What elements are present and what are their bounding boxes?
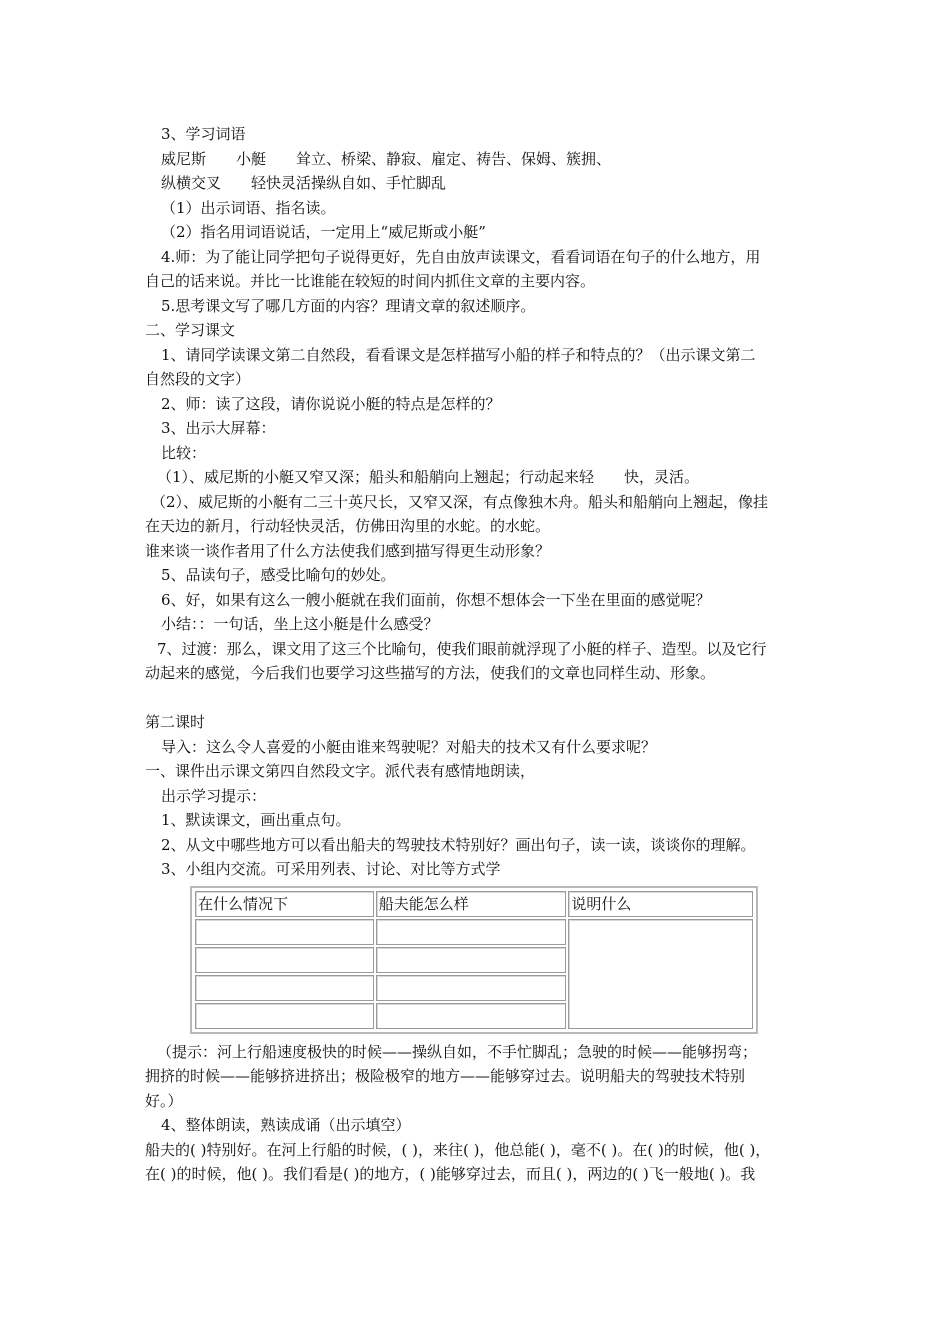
paragraph-line: （1）出示词语、指名读。: [161, 198, 336, 217]
paragraph-line: 2、师：读了这段，请你说说小艇的特点是怎样的？: [161, 394, 501, 413]
fill-blank-line: 在( )的时候，他( )。我们看是( )的地方，( )能够穿过去，而且( )，两边的( )飞一般地( )。我: [145, 1165, 756, 1183]
vocabulary-line: 威尼斯 小艇 耸立、桥梁、静寂、雇定、祷告、保姆、簇拥、: [161, 149, 612, 168]
section-heading: 3、学习词语: [161, 125, 246, 143]
paragraph-line: 2、从文中哪些地方可以看出船夫的驾驶技术特别好？画出句子，读一读，谈谈你的理解。: [161, 835, 756, 854]
paragraph-line: 出示学习提示：: [161, 786, 267, 805]
paragraph-line: 在天边的新月，行动轻快灵活，仿佛田沟里的水蛇。的水蛇。: [145, 517, 551, 535]
paragraph-line: 3、小组内交流。可采用列表、讨论、对比等方式学: [161, 860, 501, 878]
paragraph-line: 自然段的文字）: [145, 370, 251, 388]
fill-blank-line: 船夫的( )特别好。在河上行船的时候，( )，来往( )，他总能( )，毫不( )。在( )的时候，他( )，: [145, 1140, 771, 1159]
hint-line: 好。）: [145, 1091, 183, 1110]
table-cell: [376, 947, 567, 973]
comparison-sentence-2: （2）、威尼斯的小艇有二三十英尺长，又窄又深，有点像独木舟。船头和船艄向上翘起，像挂: [151, 492, 769, 511]
table-cell: [376, 1003, 567, 1029]
paragraph-line: 4、整体朗读，熟读成诵（出示填空）: [161, 1116, 411, 1134]
table-cell-merged: [568, 919, 753, 1029]
study-table: [193, 889, 755, 1031]
paragraph-line: 4.师：为了能让同学把句子说得更好，先自由放声读课文，看看词语在句子的什么地方，用: [161, 247, 761, 266]
vocabulary-line: 纵横交叉 轻快灵活操纵自如、手忙脚乱: [161, 174, 447, 192]
lesson-heading: 第二课时: [145, 713, 206, 731]
paragraph-line: 5、品读句子，感受比喻句的妙处。: [161, 566, 396, 584]
table-cell: [195, 919, 374, 945]
paragraph-line: （2）指名用词语说话，一定用上“威尼斯或小艇”: [161, 223, 486, 241]
paragraph-line: 比较：: [161, 443, 207, 462]
table-header-cell: 船夫能怎么样: [376, 891, 567, 917]
paragraph-line: 6、好，如果有这么一艘小艇就在我们面前，你想不想体会一下坐在里面的感觉呢？: [161, 590, 711, 609]
table-row: [195, 919, 753, 945]
table-cell: [195, 947, 374, 973]
paragraph-line: 3、出示大屏幕：: [161, 419, 276, 437]
paragraph-line: 5.思考课文写了哪几方面的内容？理请文章的叙述顺序。: [161, 296, 536, 315]
table-cell: [376, 919, 567, 945]
table-cell: [195, 1003, 374, 1029]
study-table-frame: [190, 886, 758, 1034]
table-header-cell: 说明什么: [568, 891, 753, 917]
paragraph-line: 1、默读课文，画出重点句。: [161, 811, 351, 829]
table-header-row: [195, 891, 753, 917]
document-page: [145, 122, 815, 1187]
summary-line: 小结：：一句话，坐上这小艇是什么感受？: [161, 615, 439, 633]
table-cell: [376, 975, 567, 1001]
paragraph-line: 导入：这么令人喜爱的小艇由谁来驾驶呢？对船夫的技术又有什么要求呢？: [161, 737, 657, 756]
blank-line: [145, 686, 815, 711]
table-cell: [195, 975, 374, 1001]
paragraph-line: 自己的话来说。并比一比谁能在较短的时间内抓住文章的主要内容。: [145, 272, 596, 290]
section-heading: 一、课件出示课文第四自然段文字。派代表有感情地朗读，: [145, 762, 536, 780]
hint-line: 拥挤的时候——能够挤进挤出；极险极窄的地方——能够穿过去。说明船夫的驾驶技术特别: [145, 1067, 746, 1085]
table-header-cell: 在什么情况下: [195, 891, 374, 917]
section-heading: 二、学习课文: [145, 321, 236, 339]
paragraph-line: 谁来谈一谈作者用了什么方法使我们感到描写得更生动形象？: [145, 541, 551, 560]
paragraph-line: 动起来的感觉，今后我们也要学习这些描写的方法，使我们的文章也同样生动、形象。: [145, 664, 716, 682]
comparison-sentence-1: （1）、威尼斯的小艇又窄又深；船头和船艄向上翘起；行动起来轻 快，灵活。: [157, 468, 700, 486]
paragraph-line: 7、过渡：那么，课文用了这三个比喻句，使我们眼前就浮现了小艇的样子、造型。以及它行: [157, 639, 767, 658]
paragraph-line: 1、请同学读课文第二自然段，看看课文是怎样描写小船的样子和特点的？（出示课文第二: [161, 345, 756, 364]
hint-line: （提示：河上行船速度极快的时候——操纵自如，不手忙脚乱；急驶的时候——能够拐弯；: [157, 1042, 758, 1061]
